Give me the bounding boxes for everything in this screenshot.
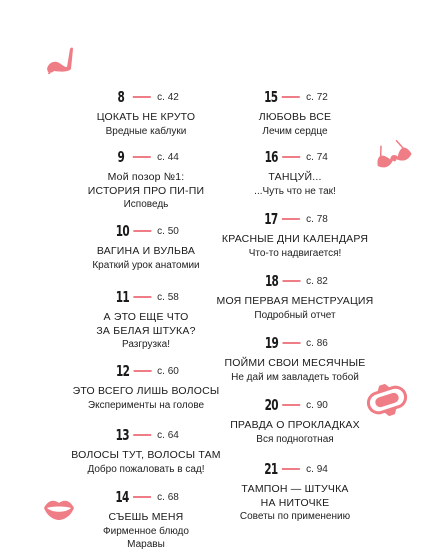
dash-divider (133, 434, 151, 436)
page-number: с. 74 (306, 151, 328, 163)
page-number: с. 72 (306, 91, 328, 103)
chapter-title: ЦОКАТЬ НЕ КРУТО (96, 111, 196, 123)
dash-divider (282, 342, 300, 344)
chapter-subtitle: Исповедь (123, 199, 169, 210)
chapter-title: ЭТО ВСЕГО ЛИШЬ ВОЛОСЫ (72, 385, 220, 397)
toc-entry-header (254, 148, 336, 166)
chapter-number: 11 (115, 288, 129, 306)
toc-entry (259, 88, 332, 138)
chapter-subtitle: Подробный отчет (254, 309, 336, 321)
chapter-title: ТАМПОН — ШТУЧКА (241, 483, 349, 495)
chapter-subtitle: Лечим сердце (262, 125, 328, 137)
page-number: с. 90 (306, 399, 328, 411)
toc-entry (73, 362, 220, 412)
toc-entry (230, 396, 360, 446)
page-number: с. 82 (306, 275, 328, 287)
chapter-subtitle: ...Чуть что не так! (254, 185, 336, 197)
chapter-title: Мой позор №1: (107, 171, 185, 183)
page-number: с. 50 (157, 225, 179, 237)
chapter-title: МОЯ ПЕРВАЯ МЕНСТРУАЦИЯ (216, 295, 374, 307)
page-number: с. 44 (157, 151, 179, 163)
dash-divider (282, 280, 300, 282)
toc-entry (103, 488, 189, 552)
chapter-number: 16 (264, 148, 278, 166)
toc-entry-header (92, 222, 199, 240)
toc-entry-header (73, 362, 220, 380)
page-number: с. 68 (157, 491, 179, 503)
chapter-number: 9 (117, 148, 125, 166)
chapter-title: ТАНЦУЙ... (268, 171, 322, 183)
chapter-number: 14 (115, 488, 129, 506)
high-heel-icon (44, 45, 76, 75)
chapter-subtitle: Вредные каблуки (105, 125, 187, 137)
chapter-title: ПОЙМИ СВОИ МЕСЯЧНЫЕ (224, 357, 366, 369)
sanitary-pad-icon (362, 380, 412, 420)
chapter-number: 20 (264, 396, 278, 414)
toc-entry-header (222, 210, 368, 228)
page-number: с. 60 (157, 365, 179, 377)
chapter-subtitle: Разгрузка! (122, 339, 170, 350)
toc-entry (97, 88, 195, 138)
dash-divider (282, 404, 300, 406)
dash-divider (282, 468, 300, 470)
chapter-subtitle: Краткий урок анатомии (92, 259, 200, 271)
toc-entry (217, 272, 374, 322)
page-number: с. 58 (157, 291, 179, 303)
chapter-number: 17 (264, 210, 278, 228)
dash-divider (133, 370, 151, 372)
chapter-subtitle: Маравы (127, 539, 165, 550)
toc-entry-header (230, 396, 360, 414)
toc-entry-header (96, 288, 195, 306)
chapter-number: 12 (115, 362, 129, 380)
toc-entry-header (71, 426, 221, 444)
toc-entry (240, 460, 350, 524)
page-number: с. 42 (157, 91, 179, 103)
chapter-number: 13 (115, 426, 129, 444)
toc-entry (96, 288, 195, 352)
toc-entry-header (103, 488, 189, 506)
chapter-subtitle: Вся подноготная (256, 433, 334, 445)
chapter-title: ВАГИНА И ВУЛЬВА (96, 245, 196, 257)
chapter-title: А ЭТО ЕЩЕ ЧТО (103, 311, 189, 323)
toc-entry-header (97, 88, 195, 106)
page-number: с. 64 (157, 429, 179, 441)
toc-entry (254, 148, 336, 198)
dash-divider (282, 156, 300, 158)
chapter-title: ЗА БЕЛАЯ ШТУКА? (96, 324, 196, 337)
chapter-subtitle: Советы по применению (239, 511, 351, 522)
dash-divider (282, 218, 300, 220)
toc-entry-header (240, 460, 350, 478)
chapter-subtitle: Фирменное блюдо (103, 525, 189, 537)
chapter-subtitle: Что-то надвигается! (248, 247, 342, 259)
toc-entry (225, 334, 366, 384)
toc-entry-header (225, 334, 366, 352)
chapter-title: ПРАВДА О ПРОКЛАДКАХ (230, 419, 360, 431)
toc-entry (92, 222, 199, 272)
dash-divider (133, 496, 151, 498)
lips-icon (42, 496, 76, 522)
toc-entry-header (217, 272, 374, 290)
chapter-subtitle: Эксперименты на голове (87, 399, 205, 411)
page-number: с. 86 (306, 337, 328, 349)
toc-entry (71, 426, 221, 476)
chapter-subtitle: Добро пожаловать в сад! (87, 463, 205, 475)
page-number: с. 94 (306, 463, 328, 475)
chapter-subtitle: Не дай им завладеть тобой (231, 371, 359, 383)
page-number: с. 78 (306, 213, 328, 225)
chapter-number: 21 (264, 460, 278, 478)
chapter-number: 10 (115, 222, 129, 240)
chapter-title: ЛЮБОВЬ ВСЕ (258, 111, 332, 123)
toc-entry (88, 148, 204, 212)
chapter-number: 18 (264, 272, 278, 290)
chapter-title: ВОЛОСЫ ТУТ, ВОЛОСЫ ТАМ (71, 449, 221, 461)
dash-divider (133, 156, 151, 158)
chapter-number: 8 (117, 88, 125, 106)
chapter-number: 19 (264, 334, 278, 352)
chapter-title: ИСТОРИЯ ПРО ПИ-ПИ (87, 184, 205, 197)
chapter-title: НА НИТОЧКЕ (260, 496, 330, 509)
dash-divider (133, 96, 151, 98)
chapter-title: СЪЕШЬ МЕНЯ (108, 511, 184, 523)
toc-entry-header (259, 88, 332, 106)
dash-divider (133, 230, 151, 232)
chapter-title: КРАСНЫЕ ДНИ КАЛЕНДАРЯ (221, 233, 369, 245)
chapter-number: 15 (264, 88, 278, 106)
toc-entry (222, 210, 368, 260)
toc-entry-header (88, 148, 204, 166)
bra-icon (372, 140, 416, 176)
dash-divider (282, 96, 300, 98)
dash-divider (133, 296, 151, 298)
